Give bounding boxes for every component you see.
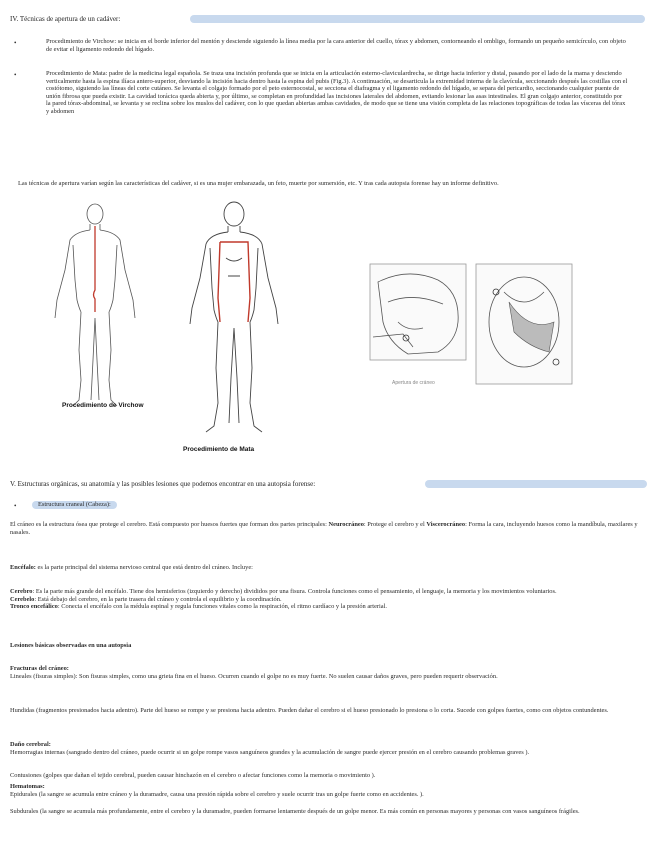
brainstem-label: Tronco encefálico: [10, 603, 58, 611]
brain-parts-block: [10, 588, 640, 611]
encephalon-label: Encéfalo:: [10, 564, 36, 571]
virchow-incision-line: [94, 226, 96, 312]
brain-damage-heading: Daño cerebral:: [10, 741, 51, 748]
depressed-fractures-text: Hundidas (fragmentos presionados hacia adentro). Parte del hueso se rompe y se presiona hacia adentro. Pueden dañar el cerebro si el hueso presionado lo presiona o lo corta. Sucede con golpes fuertes, como con objetos contundentes.: [10, 707, 609, 714]
viscerocranium-text: : Forma la cara, incluyendo huesos como la mandíbula, maxilares y nasales.: [10, 521, 638, 536]
heading-highlight-bar: [425, 480, 647, 488]
section4-heading: IV. Técnicas de apertura de un cadáver:: [10, 15, 121, 23]
skull-opening-figure: [368, 262, 470, 382]
virchow-paragraph: Procedimiento de Virchow: se inicia en el borde inferior del mentón y desciende siguiendo la línea media por la cara anterior del cuello, tórax y abdomen, contorneando el ombligo, formando un pequeño semicírculo, con objeto de evitar el ligamento redondo del hígado.: [46, 38, 626, 53]
neurocranium-text: : Protege el cerebro y el: [363, 521, 427, 528]
cerebellum-text: : Está debajo del cerebro, en la parte trasera del cráneo y controla el equilibrio y la coordinación.: [34, 595, 282, 603]
encephalon-paragraph: [10, 564, 640, 572]
cerebellum-label: Cerebelo: [10, 595, 35, 603]
mata-figure: [178, 198, 290, 438]
hematomas-heading: Hematomas:: [10, 783, 45, 790]
skull-caption: Apertura de cráneo: [392, 380, 435, 386]
mata-paragraph: Procedimiento de Mata: padre de la medicina legal española. Se traza una incisión profunda que se inicia en la articulación esterno-claviculardrecha, se dirige hacia inferior y distal, pasando por el lado de la mama y desciendo verticalmente hasta la espina ilíaca antero-superior, desviando la incisión hacia dentro hasta la espina del pubis (Fig.3). A continuación, se desarticula la extremidad interna de la clavícula, seccionando después las costillas con el costótomo, siguiendo las líneas del corte cutáneo. Se levanta el colgajo formado por el peto esternocostal, se secciona el diafragma y el ligamento redondo del hígado, se separa del pericardio, seccionando cualquier puente de unión fibrosa que pueda existir. La cavidad torácica queda abierta y, por último, se completan en profundidad las incisiones laterales del abdomen, evitando lesionar las asas intestinales. El gran colgajo anterior, constituido por la pared tórax-abdominal, se levanta y se reclina sobre los muslos del cadáver, con lo que quedan abiertas ambas cavidades, de modo que se tiene una visión completa de las relaciones topográficas de todas las vísceras del tórax y abdomen: [46, 70, 628, 115]
techniques-note: Las técnicas de apertura varían según las características del cadáver, si es una mujer embarazada, un feto, muerte por sumersión, etc. Y tras cada autopsia forense hay un informe definitivo.: [18, 180, 499, 187]
cranial-structure-label: [32, 501, 117, 509]
encephalon-text: es la parte principal del sistema nervioso central que está dentro del cráneo. Incluye:: [35, 564, 253, 571]
contusions-text: Contusiones (golpes que dañan el tejido cerebral, pueden causar hinchazón en el cerebro o afectar funciones como la memoria o movimiento ).: [10, 772, 376, 779]
fractures-heading: Fracturas del cráneo:: [10, 665, 69, 672]
brainstem-text: : Conecta el encéfalo con la médula espinal y regula funciones vitales como la respiración, el ritmo cardíaco y la presión arterial.: [57, 603, 388, 611]
cerebrum-text: : Es la parte más grande del encéfalo. Tiene dos hemisferios (izquierdo y derecho) divididos por una fisura. Controla funciones como el pensamiento, el lenguaje, la memoria y los movimientos voluntarios.: [32, 588, 557, 595]
skull-paragraph: [10, 521, 640, 536]
heading-highlight-bar: [190, 15, 645, 23]
neurocranium-label: Neurocráneo: [328, 521, 364, 528]
bullet-icon: •: [14, 502, 17, 510]
epidural-text: Epidurales (la sangre se acumula entre cráneo y la duramadre, causa una presión rápida sobre el cerebro y suele ocurrir tras un golpe fuerte como en accidentes. ).: [10, 791, 424, 798]
mata-incision-line: [218, 242, 250, 322]
cranial-structure-pill: Estructura craneal (Cabeza):: [32, 501, 117, 509]
bullet-icon: •: [14, 39, 17, 47]
virchow-figure: [45, 200, 145, 415]
virchow-caption: Procedimiento de Virchow: [62, 402, 144, 409]
section5-heading: V. Estructuras orgánicas, su anatomía y las posibles lesiones que podemos encontrar en una autopsia forense:: [10, 480, 316, 488]
mata-caption: Procedimiento de Mata: [183, 446, 255, 453]
subdural-text: Subdurales (la sangre se acumula más profundamente, entre el cerebro y la duramadre, pueden formarse lentamente después de un golpe menor. Es más común en personas mayores y personas con vasos sanguíneos frágiles.: [10, 808, 580, 815]
cerebrum-label: Cerebro: [10, 588, 33, 595]
viscerocranium-label: Viscerocráneo: [426, 521, 466, 528]
bullet-icon: •: [14, 71, 17, 79]
skull-intro: El cráneo es la estructura ósea que protege el cerebro. Está compuesto por huesos fuertes que forman dos partes principales:: [10, 521, 329, 528]
hemorrhages-text: Hemorragias internas (sangrado dentro del cráneo, puede ocurrir si un golpe rompe vasos sanguíneos grandes y la acumulación de sangre puede ejercer presión en el cerebro causando problemas graves ).: [10, 749, 530, 756]
lesions-heading: Lesiones básicas observadas en una autopsia: [10, 642, 132, 649]
brain-removal-figure: [474, 262, 576, 386]
linear-fractures-text: Lineales (fisuras simples): Son fisuras simples, como una grieta fina en el hueso. Ocurren cuando el golpe no es muy fuerte. No suelen causar daños graves, pero pueden requerir observación.: [10, 673, 498, 680]
